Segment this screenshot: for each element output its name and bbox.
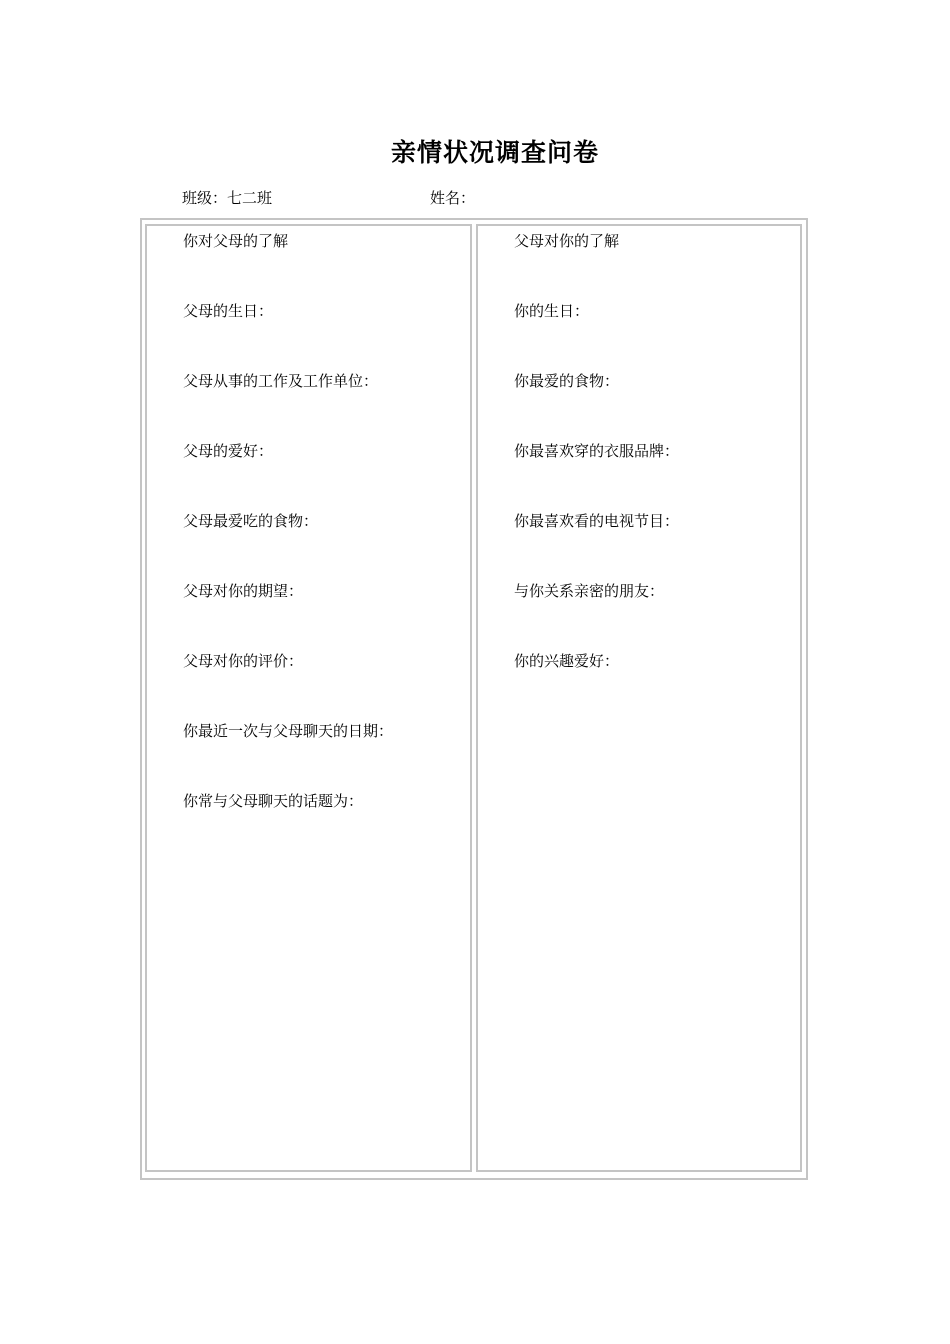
left-question-item: 父母对你的期望： xyxy=(183,582,304,600)
right-question-item: 你最爱的食物： xyxy=(514,372,620,390)
right-question-item: 你最喜欢看的电视节目： xyxy=(514,512,680,530)
left-question-item: 父母从事的工作及工作单位： xyxy=(183,372,379,390)
right-column-cell xyxy=(476,224,802,1172)
left-question-list xyxy=(183,230,393,860)
left-question-item: 父母的爱好： xyxy=(183,442,274,460)
left-column-cell xyxy=(145,224,472,1172)
page-title: 亲情状况调查问卷 xyxy=(390,138,599,167)
left-question-item: 你常与父母聊天的话题为： xyxy=(183,792,364,810)
right-question-item: 你的兴趣爱好： xyxy=(514,652,620,670)
questionnaire-table xyxy=(140,218,808,1180)
left-section-heading: 你对父母的了解 xyxy=(183,232,289,250)
left-question-item: 父母最爱吃的食物： xyxy=(183,512,319,530)
class-label: 班级：七二班 xyxy=(182,189,273,207)
left-question-item: 父母对你的评价： xyxy=(183,652,304,670)
left-question-item: 你最近一次与父母聊天的日期： xyxy=(183,722,394,740)
name-label: 姓名： xyxy=(430,189,476,207)
right-question-item: 与你关系亲密的朋友： xyxy=(514,582,665,600)
right-question-list xyxy=(514,230,679,720)
right-question-item: 你的生日： xyxy=(514,302,590,320)
right-question-item: 你最喜欢穿的衣服品牌： xyxy=(514,442,680,460)
left-question-item: 父母的生日： xyxy=(183,302,274,320)
right-section-heading: 父母对你的了解 xyxy=(514,232,620,250)
